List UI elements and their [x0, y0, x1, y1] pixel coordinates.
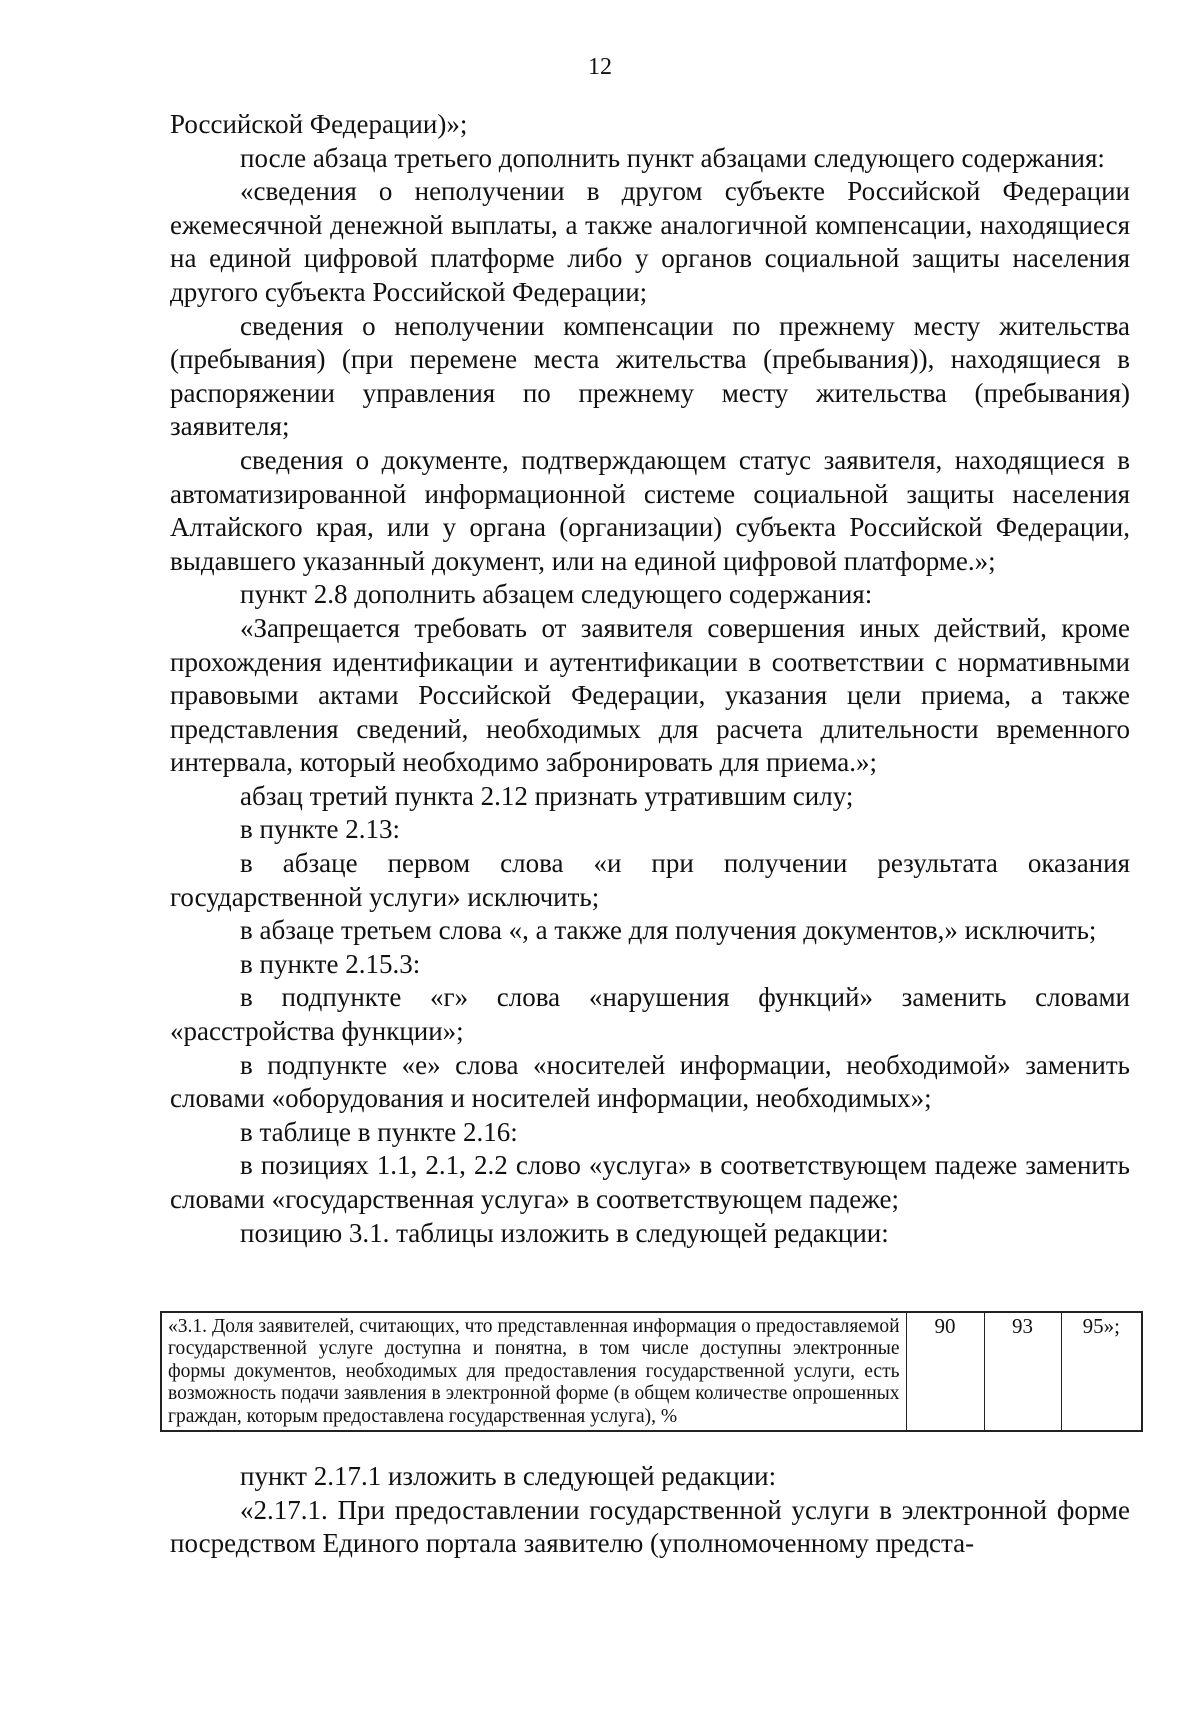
document-body-bottom [170, 1460, 1130, 1561]
paragraph: в таблице в пункте 2.16: [240, 1116, 518, 1147]
paragraph: «2.17.1. При предоставлении государственной услуги в электронной форме посредством Единого портала заявителю (уполномоченному предста- [170, 1494, 1130, 1559]
paragraph: сведения о неполучении компенсации по прежнему месту жительства (пребывания) (при перемене места жительства (пребывания)), находящиеся в распоряжении управления по прежнему месту жительства (пребывания) заявителя; [170, 310, 1130, 442]
paragraph: в подпункте «г» слова «нарушения функций» заменить словами «расстройства функции»; [170, 982, 1130, 1047]
table-cell-value: 93 [984, 1312, 1061, 1431]
paragraph: в позициях 1.1, 2.1, 2.2 слово «услуга» в соответствующем падеже заменить словами «государственная услуга» в соответствующем падеже; [170, 1150, 1130, 1214]
paragraph: в подпункте «е» слова «носителей информации, необходимой» заменить словами «оборудования и носителей информации, необходимых»; [170, 1049, 1130, 1114]
page-number: 12 [588, 54, 612, 80]
paragraph: сведения о документе, подтверждающем статус заявителя, находящиеся в автоматизированной информационной системе социальной защиты населения Алтайского края, или у органа (организации) субъекта Российской Федерации, выдавшего указанный документ, или на единой цифровой платформе.»; [170, 444, 1130, 576]
paragraph: в пункте 2.15.3: [240, 948, 421, 979]
paragraph: абзац третий пункта 2.12 признать утратившим силу; [240, 780, 854, 811]
table-cell-value: 90 [906, 1312, 984, 1431]
table-row [161, 1312, 1142, 1431]
paragraph: «Запрещается требовать от заявителя совершения иных действий, кроме прохождения идентификации и аутентификации в соответствии с нормативными правовыми актами Российской Федерации, указания цели приема, а также представления сведений, необходимых для расчета длительности временного интервала, который необходимо забронировать для приема.»; [170, 612, 1130, 778]
paragraph: после абзаца третьего дополнить пункт абзацами следующего содержания: [240, 142, 1105, 173]
paragraph: в абзаце третьем слова «, а также для получения документов,» исключить; [240, 915, 1097, 946]
paragraph: Российской Федерации)»; [170, 109, 468, 139]
paragraph: позицию 3.1. таблицы изложить в следующей редакции: [240, 1217, 889, 1248]
paragraph: в абзаце первом слова «и при получении результата оказания государственной услуги» исключить; [170, 848, 1130, 912]
paragraph: в пункте 2.13: [240, 814, 400, 845]
table-cell-value: 95»; [1061, 1312, 1142, 1431]
paragraph: пункт 2.8 дополнить абзацем следующего содержания: [240, 579, 873, 610]
table-cell-description: «3.1. Доля заявителей, считающих, что представленная информация о предоставляемой государственной услуге доступна и понятна, в том числе доступны электронные формы документов, необходимых для предоставления государственной услуги, есть возможность подачи заявления в электронной форме (в общем количестве опрошенных граждан, которым предоставлена государственная услуга), % [161, 1312, 906, 1431]
paragraph: пункт 2.17.1 изложить в следующей редакции: [240, 1461, 777, 1491]
paragraph: «сведения о неполучении в другом субъекте Российской Федерации ежемесячной денежной выплаты, а также аналогичной компенсации, находящиеся на единой цифровой платформе либо у органов социальной защиты населения другого субъекта Российской Федерации; [170, 176, 1130, 307]
indicator-table [160, 1311, 1143, 1432]
document-body-top [170, 108, 1130, 1250]
